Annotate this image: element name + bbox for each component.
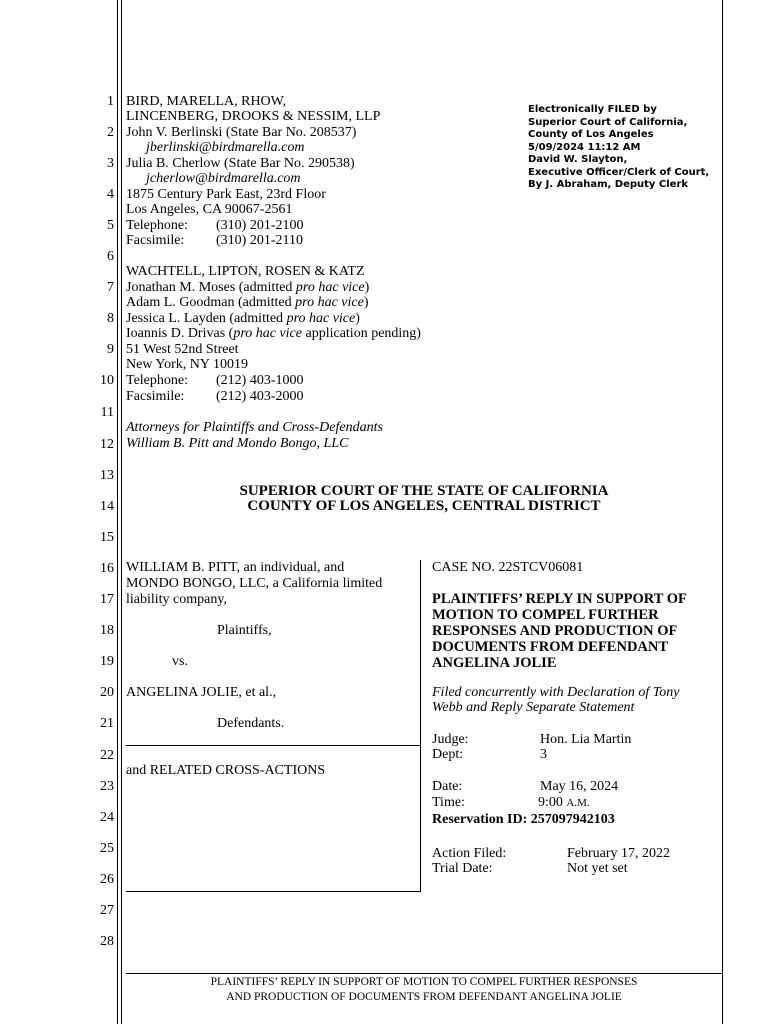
trial-date-label: Trial Date: (432, 861, 493, 876)
document-title-line: RESPONSES AND PRODUCTION OF (432, 623, 678, 639)
address-line: 1875 Century Park East, 23rd Floor (126, 187, 326, 202)
line-number: 11 (100, 405, 114, 420)
hearing-time-number: 9:00 (538, 795, 563, 810)
pro-hac-vice: pro hac vice (286, 311, 356, 326)
line-number: 7 (107, 280, 114, 295)
attorneys-for-text: William B. Pitt and Mondo Bongo, LLC (126, 436, 349, 451)
application-pending: application pending) (302, 326, 421, 341)
line-number: 14 (100, 499, 114, 514)
hearing-time-value (538, 795, 590, 812)
line-number: 12 (100, 437, 114, 452)
attorney-name (126, 280, 369, 296)
attorneys-for (126, 436, 348, 452)
pro-hac-vice: pro hac vice (233, 326, 302, 341)
line-number: 20 (100, 685, 114, 700)
paren: ) (355, 311, 360, 326)
facsimile-number: (310) 201-2110 (216, 233, 303, 248)
line-number: 19 (100, 654, 114, 669)
telephone-number: (212) 403-1000 (216, 373, 304, 388)
footer-title: AND PRODUCTION OF DOCUMENTS FROM DEFENDANT ANGELINA JOLIE (226, 991, 622, 1003)
line-number: 24 (100, 810, 114, 825)
plaintiff-line: WILLIAM B. PITT, an individual, and (126, 560, 345, 575)
facsimile-number: (212) 403-2000 (216, 389, 304, 404)
line-number: 17 (100, 592, 114, 607)
line-number: 18 (100, 623, 114, 638)
document-title-line: PLAINTIFFS’ REPLY IN SUPPORT OF (432, 591, 687, 607)
line-number: 10 (100, 373, 114, 388)
line-number: 26 (100, 872, 114, 887)
related-actions: and RELATED CROSS-ACTIONS (126, 763, 326, 778)
reservation-id: Reservation ID: 257097942103 (432, 812, 615, 827)
firm-name: WACHTELL, LIPTON, ROSEN & KATZ (126, 264, 365, 279)
dept-label: Dept: (432, 747, 464, 762)
line-number: 8 (107, 311, 114, 326)
attorney-email[interactable] (146, 140, 304, 156)
court-name: SUPERIOR COURT OF THE STATE OF CALIFORNIA (239, 483, 609, 499)
pro-hac-vice: pro hac vice (295, 280, 365, 295)
hearing-time-ampm: A.M. (566, 797, 590, 809)
attorney-name (126, 311, 360, 327)
defendant-line: ANGELINA JOLIE, et al., (126, 685, 277, 700)
line-number: 28 (100, 934, 114, 949)
defendants-label: Defendants. (217, 716, 285, 731)
plaintiff-line: MONDO BONGO, LLC, a California limited (126, 576, 383, 591)
line-number: 22 (100, 748, 114, 763)
filing-stamp (528, 104, 709, 192)
firm-name: BIRD, MARELLA, RHOW, (126, 94, 287, 109)
attorney-email-text: jberlinski@birdmarella.com (146, 140, 305, 155)
footer-title: PLAINTIFFS’ REPLY IN SUPPORT OF MOTION TO COMPEL FURTHER RESPONSES (210, 976, 638, 988)
telephone-label: Telephone: (126, 373, 188, 388)
facsimile-line (126, 389, 304, 405)
stamp-line: 5/09/2024 11:12 AM (528, 141, 641, 153)
document-title-line: MOTION TO COMPEL FURTHER (432, 607, 659, 623)
stamp-line: County of Los Angeles (528, 129, 654, 140)
plaintiffs-label: Plaintiffs, (217, 623, 272, 638)
line-number: 15 (100, 530, 114, 545)
right-margin-rule (722, 0, 723, 1024)
court-county: COUNTY OF LOS ANGELES, CENTRAL DISTRICT (247, 498, 601, 514)
attorney-name-text: Ioannis D. Drivas ( (126, 326, 234, 341)
dept-value: 3 (540, 747, 547, 762)
filed-with-text: Filed concurrently with Declaration of Tony (432, 685, 680, 700)
address-line: New York, NY 10019 (126, 357, 248, 372)
address-line: 51 West 52nd Street (126, 342, 239, 357)
firm-name: LINCENBERG, DROOKS & NESSIM, LLP (126, 109, 381, 124)
stamp-line: Executive Officer/Clerk of Court, (528, 166, 710, 178)
facsimile-label: Facsimile: (126, 233, 185, 248)
action-filed-value: February 17, 2022 (567, 846, 671, 861)
paren: ) (363, 295, 369, 310)
telephone-line (126, 373, 304, 389)
line-number: 5 (107, 218, 114, 233)
paren: ) (364, 280, 370, 295)
line-number: 23 (100, 779, 114, 794)
trial-date-value: Not yet set (567, 861, 628, 876)
judge-label: Judge: (432, 732, 469, 747)
hearing-date-label: Date: (432, 779, 463, 794)
line-number: 27 (100, 903, 114, 918)
left-margin-rule-inner (121, 0, 122, 1024)
attorney-name-text: Adam L. Goodman (admitted (126, 295, 296, 310)
attorneys-for-text: Attorneys for Plaintiffs and Cross-Defendants (126, 420, 383, 435)
line-number: 4 (107, 187, 114, 202)
facsimile-line (126, 233, 303, 249)
document-title-line: DOCUMENTS FROM DEFENDANT (432, 639, 669, 655)
telephone-number: (310) 201-2100 (216, 218, 304, 233)
address-line: Los Angeles, CA 90067-2561 (126, 202, 293, 217)
hearing-time-label: Time: (432, 795, 465, 810)
attorney-name-text: Jonathan M. Moses (admitted (126, 280, 296, 295)
hearing-date-value: May 16, 2024 (540, 779, 619, 794)
caption-rule-mid (126, 745, 420, 746)
attorney-name (126, 295, 369, 311)
attorney-name-text: Jessica L. Layden (admitted (126, 311, 287, 326)
attorneys-for (126, 420, 383, 436)
attorney-email[interactable] (146, 171, 301, 187)
line-number: 2 (107, 125, 114, 140)
line-number: 3 (107, 156, 114, 171)
attorney-email-text: jcherlow@birdmarella.com (146, 171, 301, 186)
plaintiff-line: liability company, (126, 592, 227, 607)
facsimile-label: Facsimile: (126, 389, 185, 404)
document-title-line: ANGELINA JOLIE (432, 655, 557, 671)
case-number: CASE NO. 22STCV06081 (432, 560, 584, 575)
filed-with-text: Webb and Reply Separate Statement (432, 700, 635, 715)
stamp-line: Superior Court of California, (528, 116, 688, 128)
attorney-name: Julia B. Cherlow (State Bar No. 290538) (126, 156, 355, 171)
line-number: 1 (107, 94, 114, 109)
line-number: 13 (100, 468, 114, 483)
pro-hac-vice: pro hac vice (295, 295, 364, 310)
filed-with (432, 685, 679, 701)
footer-rule (126, 973, 722, 974)
stamp-line: Electronically FILED by (528, 104, 657, 115)
line-number: 16 (100, 561, 114, 576)
versus: vs. (172, 654, 188, 669)
action-filed-label: Action Filed: (432, 846, 507, 861)
filed-with (432, 700, 634, 716)
attorney-name: John V. Berlinski (State Bar No. 208537) (126, 125, 357, 140)
attorney-name (126, 326, 421, 342)
judge-value: Hon. Lia Martin (540, 732, 632, 747)
stamp-line: By J. Abraham, Deputy Clerk (528, 179, 689, 190)
line-number: 6 (107, 249, 114, 264)
caption-rule-bottom (126, 891, 421, 892)
left-margin-rule-outer (117, 0, 118, 1024)
stamp-line: David W. Slayton, (528, 154, 628, 165)
line-number: 9 (107, 342, 114, 357)
caption-divider (420, 560, 421, 892)
telephone-label: Telephone: (126, 218, 188, 233)
line-number: 21 (100, 716, 114, 731)
line-number: 25 (100, 841, 114, 856)
telephone-line (126, 218, 304, 234)
document-title (432, 591, 687, 671)
